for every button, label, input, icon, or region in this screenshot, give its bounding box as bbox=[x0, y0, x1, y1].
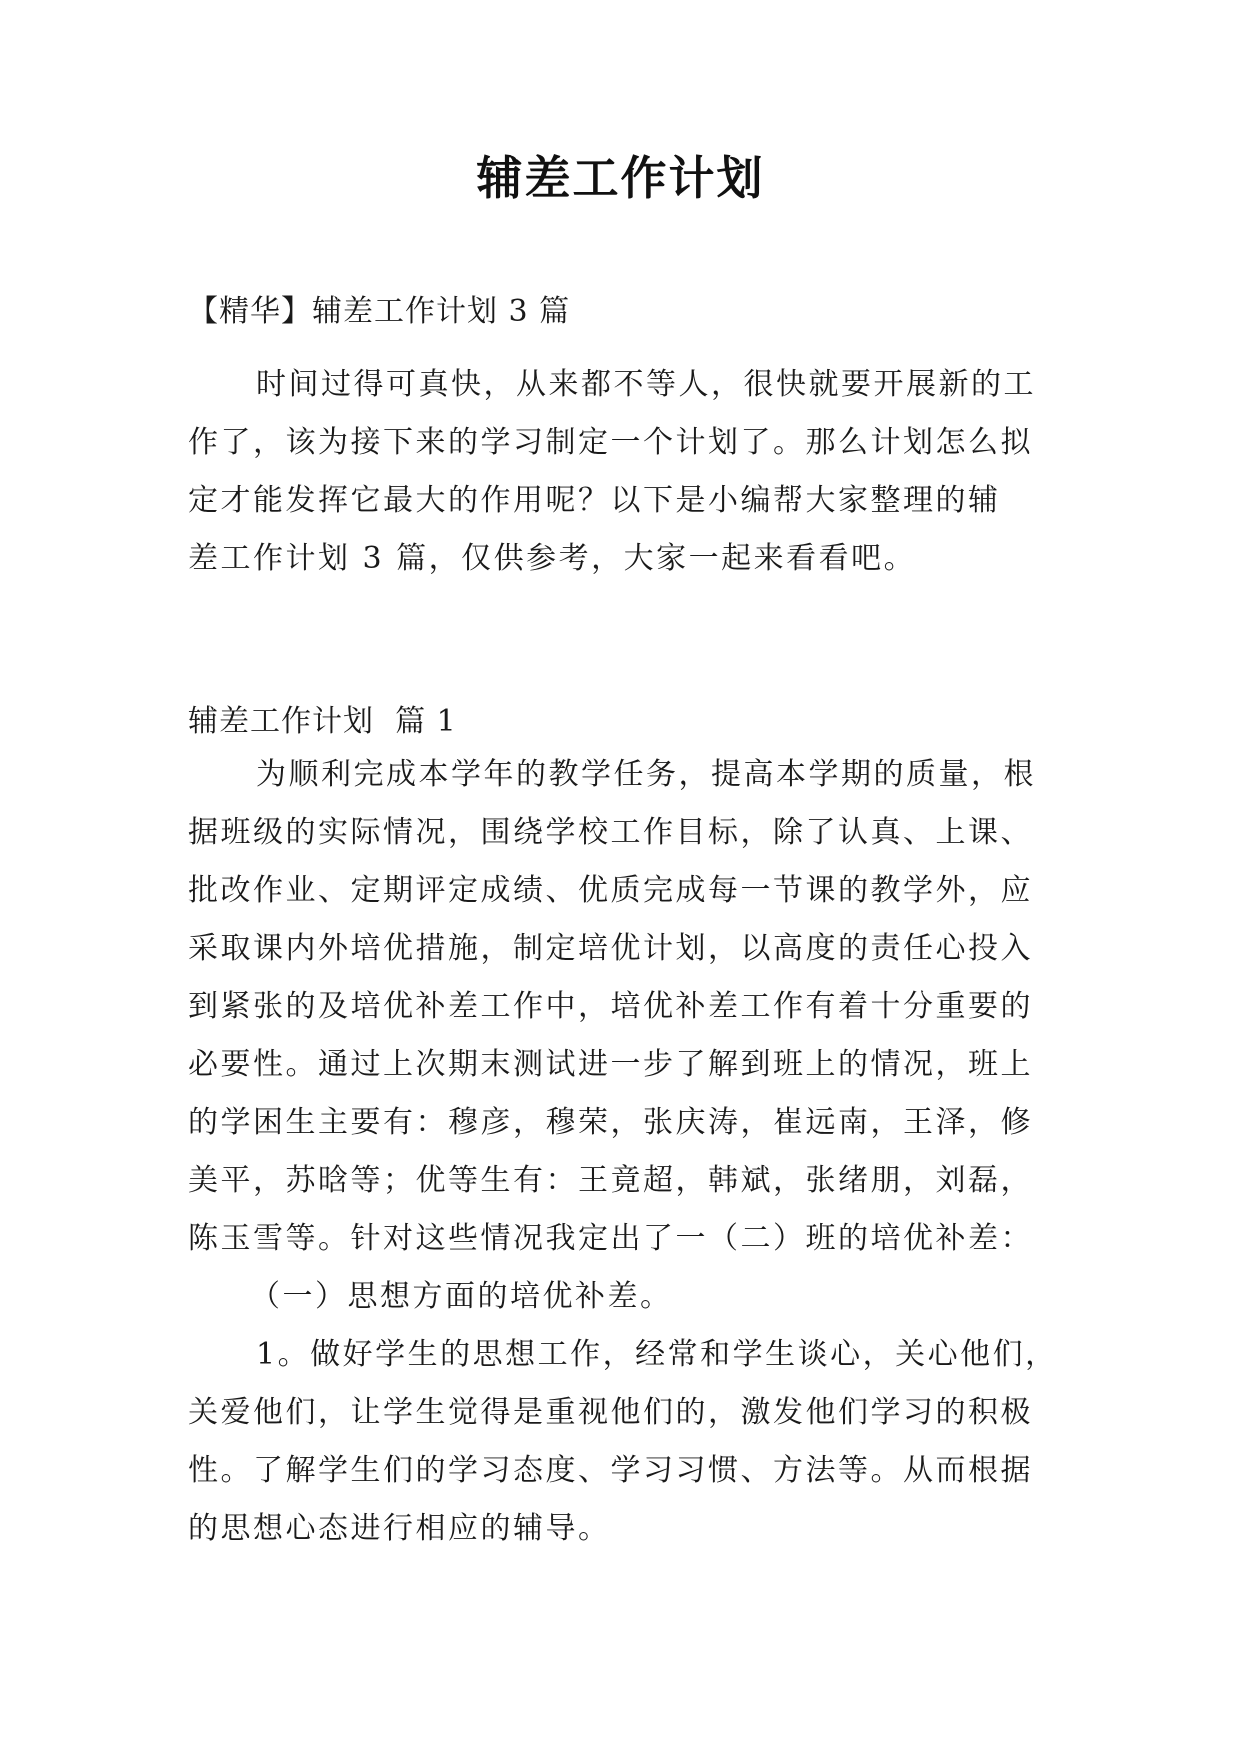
paragraph-line: 必要性。通过上次期末测试进一步了解到班上的情况，班上 bbox=[188, 1047, 1033, 1082]
section-heading: 辅差工作计划 篇 1 bbox=[188, 704, 457, 739]
paragraph-line: 美平，苏晗等；优等生有：王竟超，韩斌，张绪朋，刘磊， bbox=[188, 1163, 1033, 1198]
body-paragraph bbox=[188, 746, 1058, 1558]
paragraph-line: 时间过得可真快，从来都不等人，很快就要开展新的工 bbox=[256, 367, 1036, 402]
intro-paragraph bbox=[188, 356, 1058, 588]
paragraph-line: 性。了解学生们的学习态度、学习习惯、方法等。从而根据 bbox=[188, 1453, 1033, 1488]
paragraph-line: 批改作业、定期评定成绩、优质完成每一节课的教学外，应 bbox=[188, 873, 1033, 908]
subsection-heading: （一）思想方面的培优补差。 bbox=[250, 1279, 673, 1314]
paragraph-line: 定才能发挥它最大的作用呢？以下是小编帮大家整理的辅 bbox=[188, 483, 1001, 518]
paragraph-line: 陈玉雪等。针对这些情况我定出了一（二）班的培优补差： bbox=[188, 1221, 1033, 1256]
paragraph-line: 的学困生主要有：穆彦，穆荣，张庆涛，崔远南，王泽，修 bbox=[188, 1105, 1033, 1140]
paragraph-line: 1。做好学生的思想工作，经常和学生谈心，关心他们， bbox=[256, 1337, 1058, 1372]
paragraph-line: 的思想心态进行相应的辅导。 bbox=[188, 1511, 611, 1546]
document-title: 辅差工作计划 bbox=[476, 151, 765, 205]
paragraph-line: 据班级的实际情况，围绕学校工作目标，除了认真、上课、 bbox=[188, 815, 1033, 850]
paragraph-line: 采取课内外培优措施，制定培优计划，以高度的责任心投入 bbox=[188, 931, 1033, 966]
paragraph-line: 关爱他们，让学生觉得是重视他们的，激发他们学习的积极 bbox=[188, 1395, 1033, 1430]
paragraph-line: 差工作计划 3 篇，仅供参考，大家一起来看看吧。 bbox=[188, 541, 917, 576]
paragraph-line: 为顺利完成本学年的教学任务，提高本学期的质量，根 bbox=[256, 757, 1036, 792]
document-subtitle: 【精华】辅差工作计划 3 篇 bbox=[188, 294, 571, 329]
paragraph-line: 到紧张的及培优补差工作中，培优补差工作有着十分重要的 bbox=[188, 989, 1033, 1024]
paragraph-line: 作了，该为接下来的学习制定一个计划了。那么计划怎么拟 bbox=[188, 425, 1033, 460]
